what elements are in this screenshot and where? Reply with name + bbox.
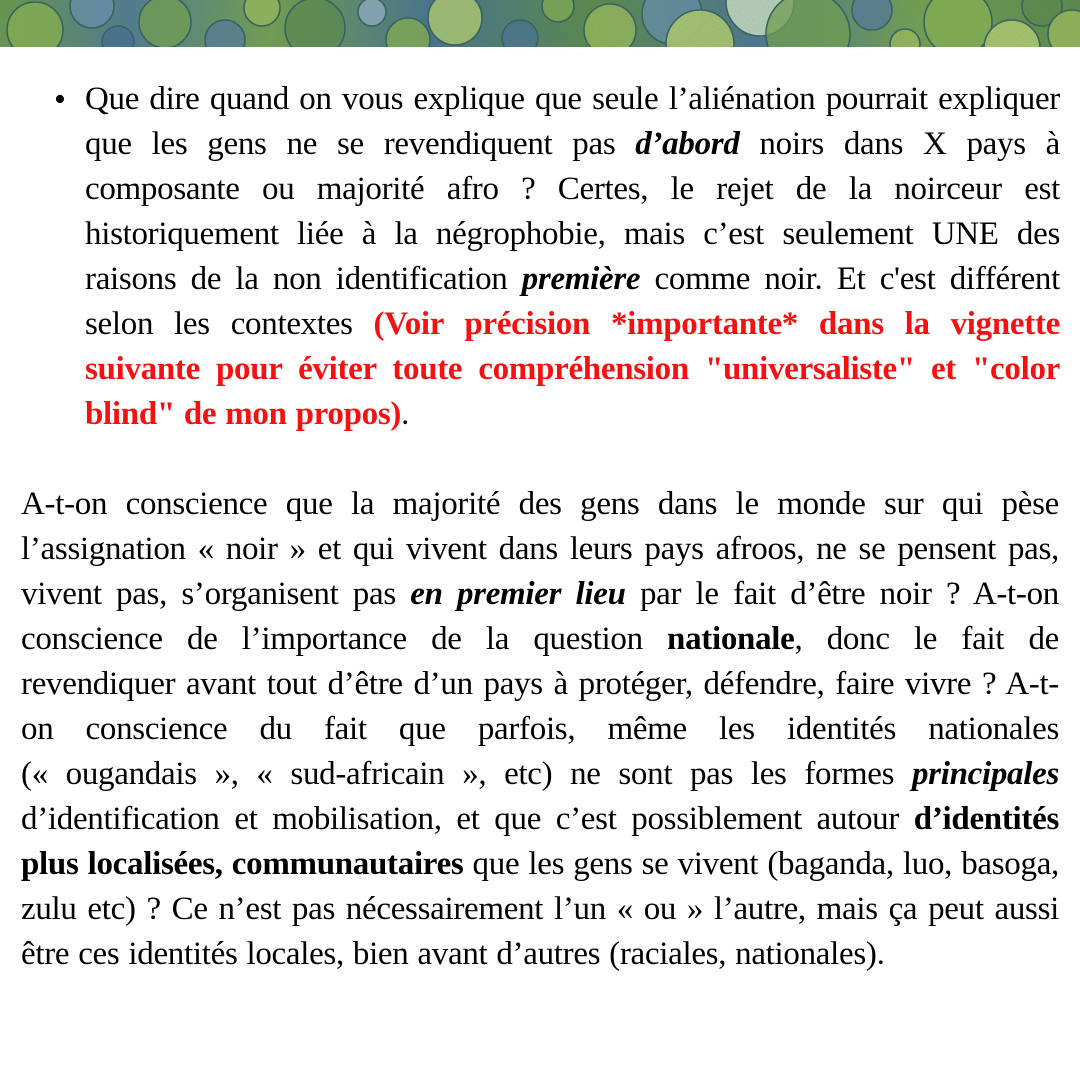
bullet-list-item xyxy=(21,77,1060,437)
content-area xyxy=(0,47,1080,977)
second-paragraph-text: A-t-on conscience que la majorité des gens dans le monde sur qui pèse l’assignation « noir » et qui vivent dans leurs pays afroos, ne se pensent pas, vivent pas, s’organisent pas en premier lieu par le fait d’être noir ? A-t-on conscience de l’importance de la question nationale, donc le fait de revendiquer avant tout d’être d’un pays à protéger, défendre, faire vivre ? A-t-on conscience du fait que parfois, même les identités nationales (« ougandais », « sud-africain », etc) ne sont pas les formes principales d’identification et mobilisation, et que c’est possiblement autour d’identités plus localisées, communautaires que les gens se vivent (baganda, luo, basoga, zulu etc) ? Ce n’est pas nécessairement l’un « ou » l’autre, mais ça peut aussi être ces identités locales, bien avant d’autres (raciales, nationales). xyxy=(21,486,1059,972)
decorative-header-art xyxy=(0,0,1080,47)
bullet-paragraph-text: Que dire quand on vous explique que seule l’aliénation pourrait expliquer que les gens ne se revendiquent pas d’abord noirs dans X pays à composante ou majorité afro ? Certes, le rejet de la noirceur est historiquement liée à la négrophobie, mais c’est seulement UNE des raisons de la non identification première comme noir. Et c'est différent selon les contextes (Voir précision *importante* dans la vignette suivante pour éviter toute compréhension "universaliste" et "color blind" de mon propos). xyxy=(85,81,1060,432)
bullet-marker: • xyxy=(54,81,66,118)
